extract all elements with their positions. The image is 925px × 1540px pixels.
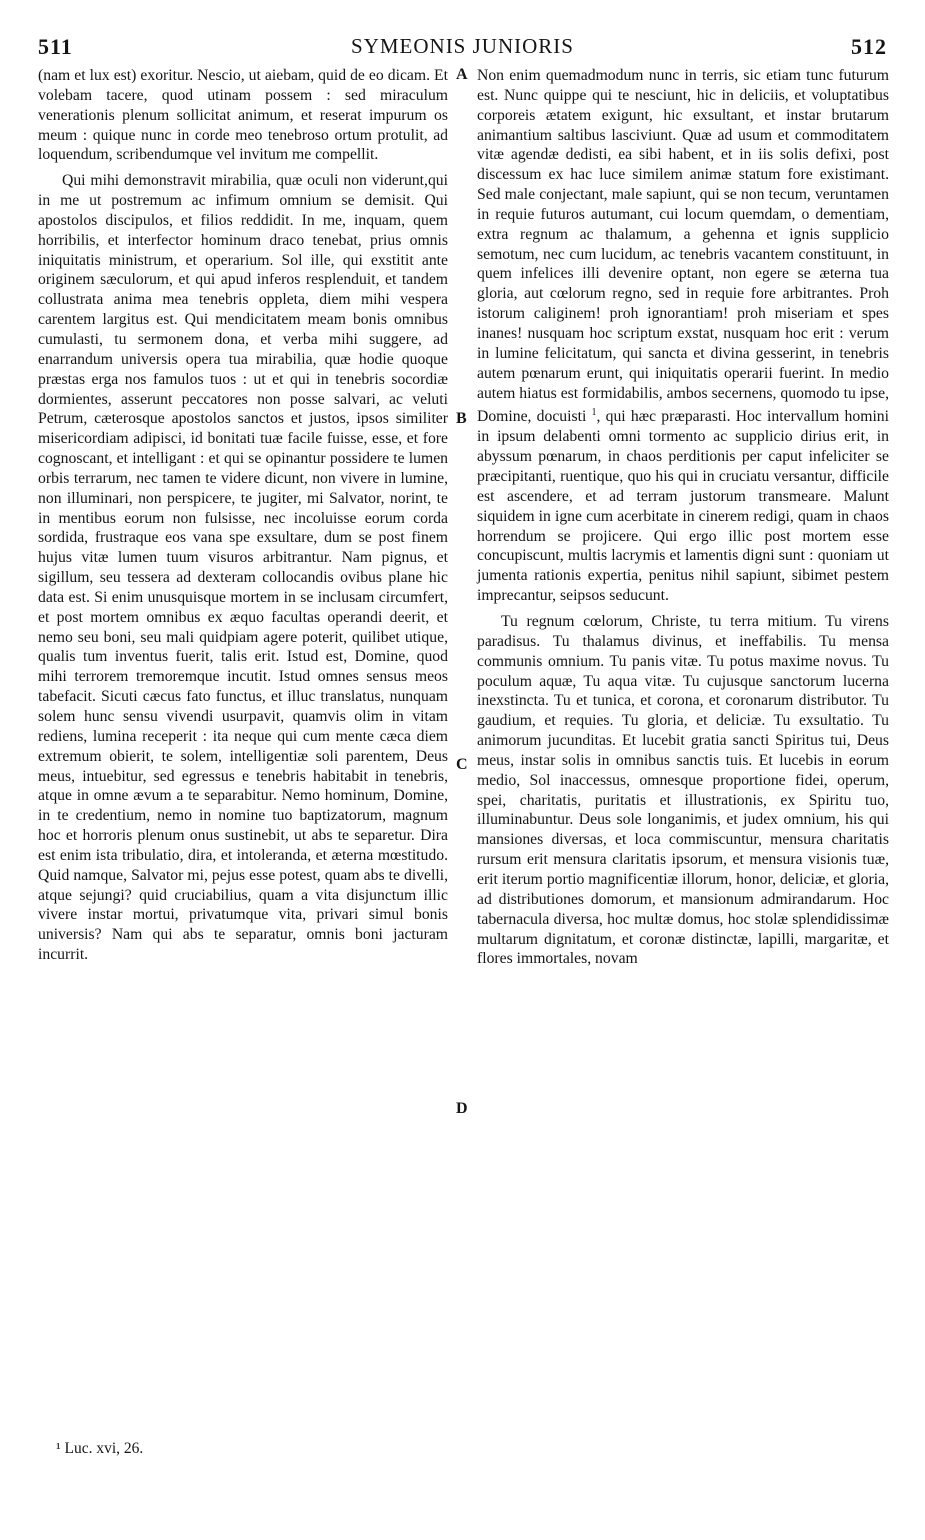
footnote: ¹ Luc. xvi, 26. (56, 1440, 144, 1457)
page-number-right: 512 (851, 34, 887, 59)
left-paragraph-1: (nam et lux est) exoritur. Nescio, ut aiebam, quid de eo dicam. Et volebam tacere, quod utinam possem : sed miraculum venerationis plenum sollicitat animum, et reserat impurum os meum : quique nunc in corde meo tenebroso ortum protulit, ad loquendum, scribendumque vel invitum me compellit. (38, 67, 448, 164)
right-paragraph-1-text-b: , qui hæc præparasti. Hoc intervallum homini in ipsum delabenti omni tormento ac supplicio dirius erit, in abyssum pœnarum, in chaos perditionis per caput infeliciter se præcipitanti, ruentique, quo his qui in cruciatu versantur, difficile est ascendere, et ad terram justorum transmeare. Malunt siquidem in igne cum acerbitate in cinerem redigi, quam in chaos horrendum se projicere. Qui ergo illic post mortem esse concupiscunt, multis lacrymis et lamentis digni sunt : quoniam ut jumenta rationis expertia, penitus nihil sapiunt, sibimet pestem imprecantur, seipsos seducunt. (477, 408, 890, 605)
section-marker-b: B (456, 410, 467, 427)
footnote-reference: 1 (591, 407, 597, 419)
right-column (477, 66, 889, 969)
page-header (38, 34, 887, 60)
page-number-left: 511 (38, 34, 73, 59)
section-marker-d: D (456, 1100, 468, 1117)
left-column (38, 66, 448, 965)
right-paragraph-1-text-a: Non enim quemadmodum nunc in terris, sic etiam tunc futurum est. Nunc quippe qui te nesciunt, hic in deliciis, et voluptatibus corporeis ætatem exigunt, hic exsultant, et instar brutarum animantium saltibus lasciviunt. Quæ ad usum et commoditatem vitæ agendæ dedisti, ea sibi habent, et in iis solis defixi, post discessum ex hac luce similem animæ statum fore existimant. Sed male conjectant, male sapiunt, qui se non tecum, veruntamen in requie futuros autumant, cui locum quemdam, o dementiam, extra regnum ac thalamum, a gehenna et ignis supplicio semotum, nec cum lucidum, ac tenebris vacantem constituunt, in quem infelices illi devenire optant, non egere se æterna tua gloria, aut cœlorum regno, sed in requie fore arbitrantes. Proh istorum caliginem! proh ignorantiam! proh miseriam et spes inanes! nusquam hoc scriptum exstat, nusquam hoc erit : verum in lumine felicitatum, qui sancta et divina gesserint, in tenebris autem pœnarum erunt, qui iniquitatis operarii fuerint. In medio autem hiatus est formidabilis, ambos secernens, quomodo tu ipse, Domine, docuisti (477, 67, 889, 426)
right-paragraph-1 (477, 66, 889, 606)
section-marker-a: A (456, 66, 468, 83)
left-paragraph-2: Qui mihi demonstravit mirabilia, quæ oculi non viderunt,qui in me ut postremum ac infimum omnium se demisit. Qui apostolos discipulos, et filios reddidit. In me, inquam, quem horribilis, et interfector hominum draco tenebat, prius omnis iniquitatis ministrum, et operarium. Sol ille, qui exstitit ante originem sæculorum, et qui apud inferos resplenduit, et tandem collustrata anima mea tenebris oppleta, diem mihi vespera carentem largitus est. Qui mendicitatem meam bonis omnibus cumulasti, tu sermonem dona, et verba mihi suggere, ad enarrandum universis opera tua mirabilia, quæ hodie quoque præstas erga nos famulos tuos : ut et qui in tenebris socordiæ dormientes, asserunt peccatores non posse salvari, ac veluti Petrum, cæterosque apostolos sanctos et justos, ipsos similiter misericordiam adipisci, id bonitati tuæ facile fuisse, esse, et fore cognoscant, et intelligant : et qui se opinantur possidere te lumen orbis terrarum, nec tamen te videre dicunt, non vivere in lumine, non illuminari, non perspicere, te jugiter, mi Salvator, norint, te in mentibus eorum non fulsisse, nec incoluisse eorum corda sordida, frustraque eos vana spe exsultare, dum se post finem hujus vitæ lumen tuum visuros arbitrantur. Nam pignus, et sigillum, seu tessera ad dexteram collocandis ovibus plane hic data est. Si enim unusquisque mortem in se inclusam circumfert, et post mortem omnibus ex æquo facultas operandi deerit, et nemo seu boni, seu mali quidpiam agere poterit, quilibet utique, qualis tum inventus fuerit, talis erit. Istud est, Domine, quod mihi terrorem tremoremque incutit. Istud omnes sensus meos tabefacit. Sicuti cæcus fato functus, et illuc translatus, nunquam solem hunc sensu vivendi usurpavit, quamvis olim in vitam rediens, lumina receperit : ita neque qui cum mente cæca diem extremum obierit, te solem, intelligentiæ soli parentem, Deus meus, intuebitur, sed egressus e tenebris habitabit in tenebris, atque in omne ævum a te separabitur. Nemo hominum, Domine, in te credentium, nemo in nomine tuo baptizatorum, magnum hoc et horroris plenum onus sustinebit, ut abs te separetur. Dira est enim ista tribulatio, dira, et intoleranda, et æterna mœstitudo. Quid namque, Salvator mi, pejus esse potest, quam abs te divelli, atque sejungi? quid cruciabilius, quam a vita disjunctum illic vivere instar mortui, privatumque vita, privari simul bonis universis? Nam qui abs te separatur, omnis boni jacturam incurrit. (38, 172, 448, 964)
section-marker-c: C (456, 756, 468, 773)
right-paragraph-2: Tu regnum cœlorum, Christe, tu terra mitium. Tu virens paradisus. Tu thalamus divinus, et ineffabilis. Tu mensa communis omnium. Tu panis vitæ. Tu potus maxime novus. Tu poculum aquæ, Tu aqua vitæ. Tu cujusque sanctorum lucerna inexstincta. Tu et tunica, et corona, et coronarum distributor. Tu gaudium, et requies. Tu gloria, et deliciæ. Tu exsultatio. Tu animorum jucunditas. Et lucebit gratia sancti Spiritus tui, Deus meus, instar solis in omnibus sanctis tuis. Et lucebis in eorum medio, Sol inaccessus, omnesque proportione fidei, operum, spei, charitatis, puritatis et illustrationis, ex Spiritu tuo, illuminabuntur. Deus sole longanimis, et judex omnium, his qui mansiones diversas, et loca commiscuntur, mensura charitatis rursum erit mensura claritatis ipsorum, et mensura visionis tuæ, erit iterum portio magnificentiæ illorum, honor, deliciæ, et gloria, ad distributiones domorum, et mansionum admirandarum. Hoc tabernacula diversa, hoc multæ domus, hoc stolæ splendidissimæ multarum dignitatum, et coronæ distinctæ, lapilli, margaritæ, et flores immortales, novam (477, 613, 889, 968)
running-title: SYMEONIS JUNIORIS (351, 34, 574, 58)
